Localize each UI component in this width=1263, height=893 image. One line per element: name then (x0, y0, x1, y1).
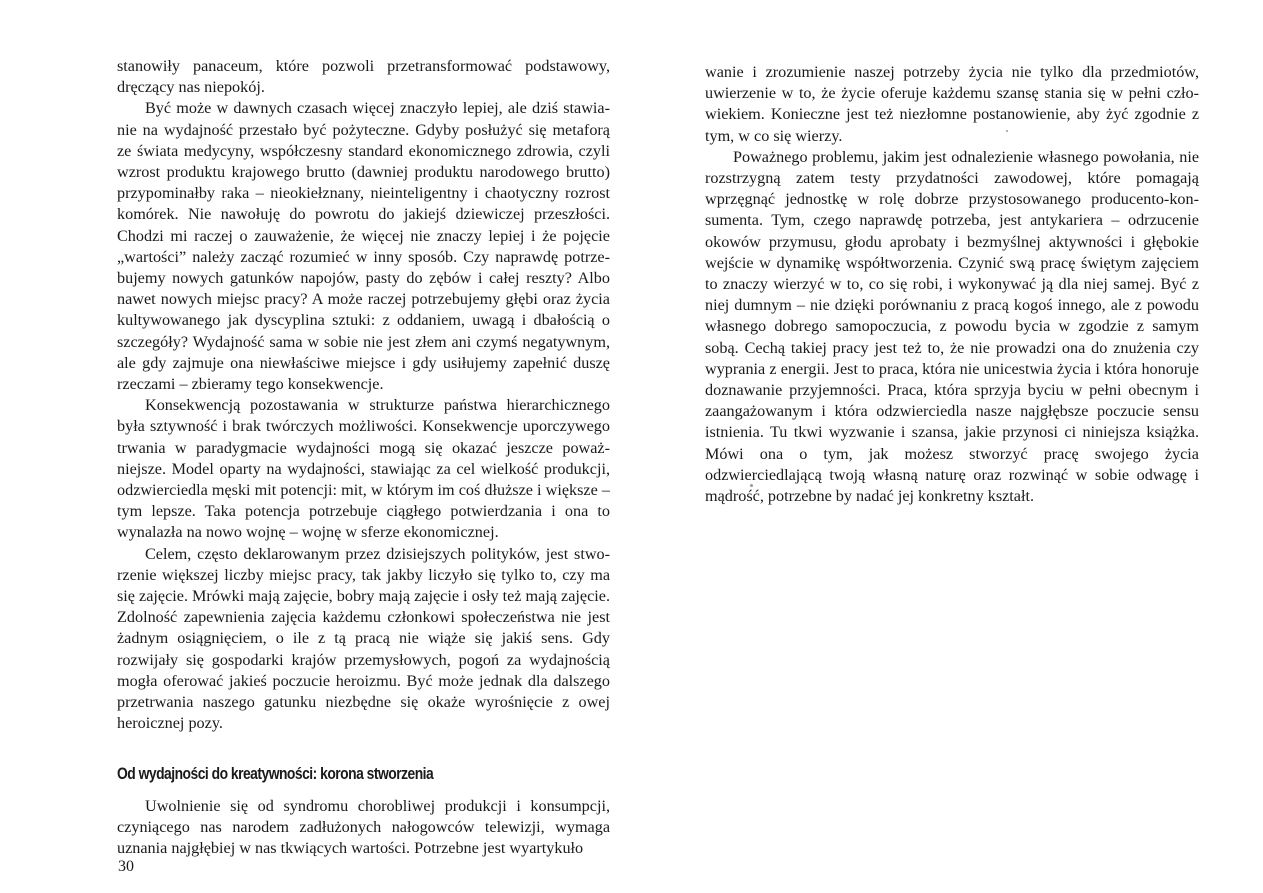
right-text-column (705, 62, 1199, 507)
paragraph: Uwolnienie się od syndromu chorobliwej produkcji i konsumpcji, czyniącego nas narodem zadłużonych nałogowców telewizji, wymaga uznania najgłębiej w nas tkwiących wartości. Potrzebne jest wyartykuło (117, 796, 610, 858)
scan-speck (750, 484, 753, 487)
right-page (640, 0, 1263, 893)
left-text-column (117, 56, 610, 859)
paragraph: Konsekwencją pozostawania w strukturze państwa hierarchicznego była sztywność i brak twórczych możliwości. Konsekwencje uporczywego trwania w paradygmacie wydajności mogą się okazać jeszcze poważniejsze. Model oparty na wydajności, stawiając za cel wielkość produkcji, odzwierciedla męski mit potencji: mit, w którym im coś dłuższe i większe – tym lepsze. Taka potencja potrzebuje ciągłego potwierdzania i ona to wynalazła na nowo wojnę – wojnę w sferze ekonomicznej. (117, 396, 610, 542)
page-number: 30 (118, 858, 134, 875)
paragraph: Celem, często deklarowanym przez dzisiejszych polityków, jest stworzenie większej liczby miejsc pracy, tak jakby liczyło się tylko to, czy ma się zajęcie. Mrówki mają zajęcie, bobry mają zajęcie i osły też mają zajęcie. Zdolność zapewnienia zajęcia każdemu członkowi społeczeństwa nie jest żadnym osiągnięciem, o ile z tą pracą nie wiąże się jakiś sens. Gdy rozwijały się gospodarki krajów przemysłowych, pogoń za wydajnością mogła oferować jakieś poczucie heroizmu. Być może jednak dla dalszego przetrwania naszego gatunku niezbędne się okaże wyrośnięcie z owej heroicznej pozy. (117, 544, 611, 733)
paragraph: wanie i zrozumienie naszej potrzeby życia nie tylko dla przedmiotów, uwierzenie w to, że życie oferuje każdemu szansę stania się w pełni człowiekiem. Konieczne jest też niezłomne postanowienie, aby żyć zgodnie z tym, w co się wierzy. (705, 63, 1199, 145)
scan-speck (1006, 130, 1008, 132)
section-heading: Od wydajności do kreatywności: korona stworzenia (117, 764, 434, 783)
paragraph: stanowiły panaceum, które pozwoli przetransformować podstawowy, dręczący nas niepokój. (117, 57, 610, 97)
paragraph: Poważnego problemu, jakim jest odnalezienie własnego powołania, nie rozstrzygną zatem testy przydatności zawodowej, które pomagają wprzęgnąć jednostkę w rolę dobrze przystosowanego producento-konsumenta. Tym, czego naprawdę potrzeba, jest antykariera – odrzucenie okowów przymusu, głodu aprobaty i bezmyślnej aktywności i głębokie wejście w dynamikę współtworzenia. Czynić swą pracę świętym zajęciem to znaczy wierzyć w to, co się robi, i wykonywać ją dla niej samej. Być z niej dumnym – nie dzięki porównaniu z pracą kogoś innego, ale z powodu własnego dobrego samopoczucia, z powodu bycia w zgodzie z samym sobą. Cechą takiej pracy jest też to, że nie prowadzi ona do znużenia czy wyprania z energii. Jest to praca, która nie unicestwia życia i która honoruje doznawanie przyjemności. Praca, która sprzyja byciu w pełni obecnym i zaangażowanym i która odzwierciedla nasze najgłębsze poczucie sensu istnienia. Tu tkwi wyzwanie i szansa, jakie przynosi ci niniejsza książka. Mówi ona o tym, jak możesz stworzyć pracę swojego życia odzwierciedlającą twoją własną naturę oraz rozwinąć w sobie odwagę i mądrość, potrzebne by nadać jej konkretny kształt. (705, 147, 1199, 506)
paragraph: Być może w dawnych czasach więcej znaczyło lepiej, ale dziś stawianie na wydajność przestało być pożyteczne. Gdyby posłużyć się metaforą ze świata medycyny, współczesny standard ekonomicznego zdrowia, czyli wzrost produktu krajowego brutto (dawniej produktu narodowego brutto) przypominałby raka – nieokiełznany, nieinteligentny i chaotyczny rozrost komórek. Nie nawołuję do powrotu do jakiejś dziewiczej przeszłości. Chodzi mi raczej o zauważenie, że więcej nie znaczy lepiej i że pojęcie „wartości” należy zacząć rozumieć w inny sposób. Czy naprawdę potrzebujemy nowych gatunków napojów, pasty do zębów i całej reszty? Albo nawet nowych miejsc pracy? A może raczej potrzebujemy głębi oraz życia kultywowanego jak dyscyplina sztuki: z oddaniem, uwagą i dbałością o szczegóły? Wydajność sama w sobie nie jest złem ani czymś negatywnym, ale gdy zajmuje ona niewłaściwe miejsce i gdy usiłujemy zapełnić duszę rzeczami – zbieramy tego konsekwencje. (117, 99, 610, 394)
